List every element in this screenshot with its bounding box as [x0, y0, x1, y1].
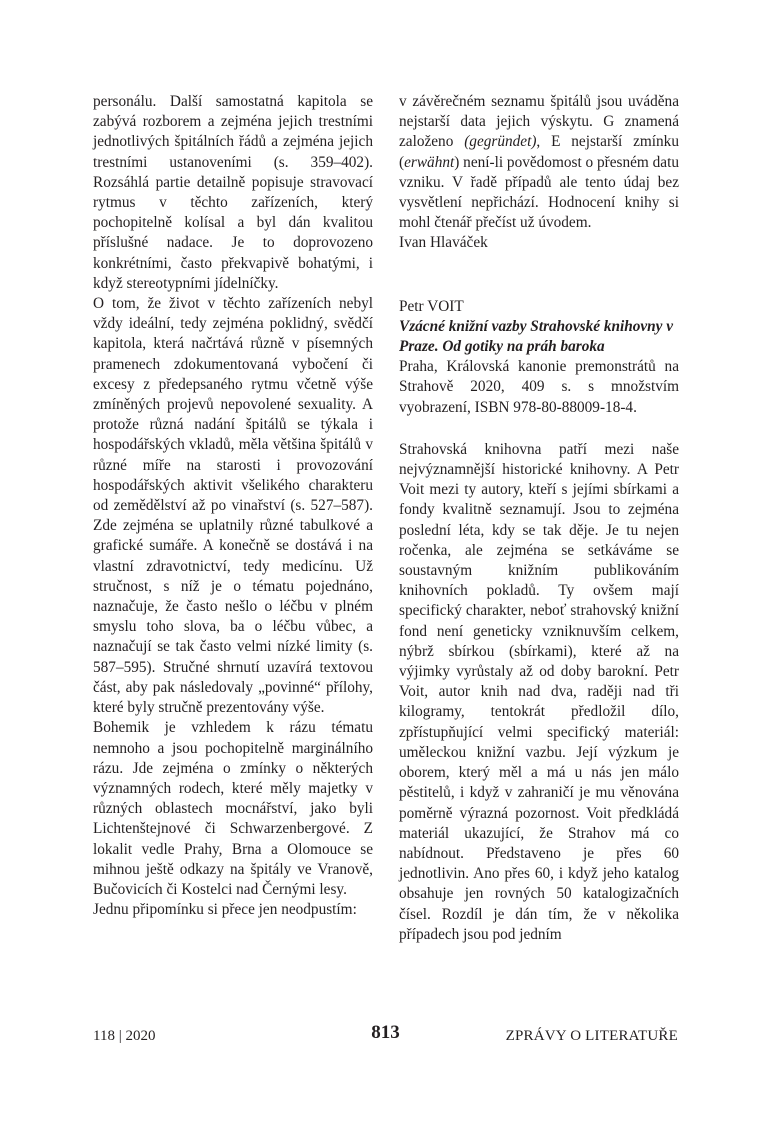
review-header	[399, 297, 679, 418]
text-segment: ) není-li povědomost o přesném datu vzniku. V řadě případů ale tento údaj bez vysvětlení nepřichází. Hodnocení knihy si mohl čtenář přečíst už úvodem.	[399, 153, 679, 232]
page-footer	[93, 1022, 678, 1048]
paragraph	[399, 92, 679, 233]
text-segment: v závěrečném seznamu špitálů jsou uváděna nejstarší data jejich výskytu. G znamená založeno	[399, 93, 679, 151]
section-title: ZPRÁVY O LITERATUŘE	[505, 1028, 678, 1044]
publication-details: Praha, Královská kanonie premonstrátů na Strahově 2020, 409 s. s množstvím vyobrazení, ISBN 978-80-88009-18-4.	[399, 358, 679, 416]
german-term: erwähnt	[404, 153, 455, 171]
paragraph: O tom, že život v těchto zařízeních nebyl vždy ideální, tedy zejména poklidný, svědčí kapitola, která načrtává různě v písemných pramenech zdokumentovaná vybočení či excesy z předepsaného rytmu včetně výše zmíněných projevů nepovolené sexuality. A protože různá nadání špitálů se týkala i hospodářských vkladů, měla většina špitálů v různé míře na starosti i provozování hospodářských aktivit všelikého charakteru od zemědělství až po vinařství (s. 527–587). Zde zejména se uplatnily různé tabulkové a grafické sumáře. A konečně se dostává i na vlastní zdravotnictví, tedy medicínu. Už stručnost, s níž je o tématu pojednáno, naznačuje, že často nešlo o léčbu v plném smyslu toho slova, ba o léčbu vůbec, a naznačují se tak často velmi nízké limity (s. 587–595). Stručné shrnutí uzavírá textovou část, aby pak následovaly „povinné“ přílohy, které byly stručně prezentovány výše.	[93, 295, 373, 717]
left-column	[93, 92, 373, 920]
paragraph: Bohemik je vzhledem k rázu tématu nemnoho a jsou pochopitelně marginálního rázu. Jde zejména o zmínky o některých významných rodech, které měly majetky v různých oblastech mocnářství, jako byli Lichtenštejnové či Schwarzenbergové. Z lokalit vedle Prahy, Brna a Olomouce se mihnou ještě odkazy na špitály ve Vranově, Bučovicích či Kostelci nad Černými lesy.	[93, 719, 373, 898]
book-author: Petr VOIT	[399, 297, 464, 315]
right-column	[399, 92, 679, 945]
book-title: Vzácné knižní vazby Strahovské knihovny v Praze. Od gotiky na práh baroka	[399, 317, 674, 356]
paragraph: personálu. Další samostatná kapitola se zabývá rozborem a zejména jejich trestními jednotlivých špitálních řádů a zejména jejich trestními ustanoveními (s. 359–402). Rozsáhlá partie detailně popisuje stravovací rytmus v těchto zařízeních, který pochopitelně kolísal a byl dán kvalitou příslušné nadace. Je to doprovozeno konkrétními, často překvapivě bohatými, i když stereotypními jídelníčky.	[93, 93, 373, 292]
text-segment: , E nejstarší zmínku (	[399, 133, 679, 171]
paragraph: Strahovská knihovna patří mezi naše nejvýznamnější historické knihovny. A Petr Voit mezi ty autory, kteří s jejími sbírkami a fondy kvalitně seznamují. Jsou to zejména poslední léta, kdy se tak děje. Je tu nejen ročenka, ale zejména se setkáváme se soustavným knižním publikováním knihovních pokladů. Ty ovšem mají specifický charakter, neboť strahovský knižní fond není geneticky vzniknuvším celkem, nýbrž sbírkou (sbírkami), které až na výjimky vyrůstaly až od doby barokní. Petr Voit, autor knih nad dva, raději nad tři kilogramy, tentokrát předložil dílo, zpřístupňující velmi specifický materiál: uměleckou knižní vazbu. Její výzkum je oborem, který měl a má u nás jen málo pěstitelů, i když v zahraničí je mu věnována poměrně výrazná pozornost. Voit předkládá materiál ukazující, že Strahov má co nabídnout. Představeno je přes 60 jednotlivin. Ano přes 60, i když jeho katalog obsahuje jen rovných 50 katalogizačních čísel. Rozdíl je dán tím, že v několika případech jsou pod jedním	[399, 440, 679, 943]
review-body	[399, 440, 679, 945]
page-number: 813	[371, 1022, 400, 1043]
journal-volume: 118 | 2020	[93, 1028, 156, 1044]
german-term: (gegründet)	[464, 133, 537, 151]
paragraph: Jednu připomínku si přece jen neodpustím:	[93, 901, 357, 919]
reviewer-signature: Ivan Hlaváček	[399, 234, 488, 252]
